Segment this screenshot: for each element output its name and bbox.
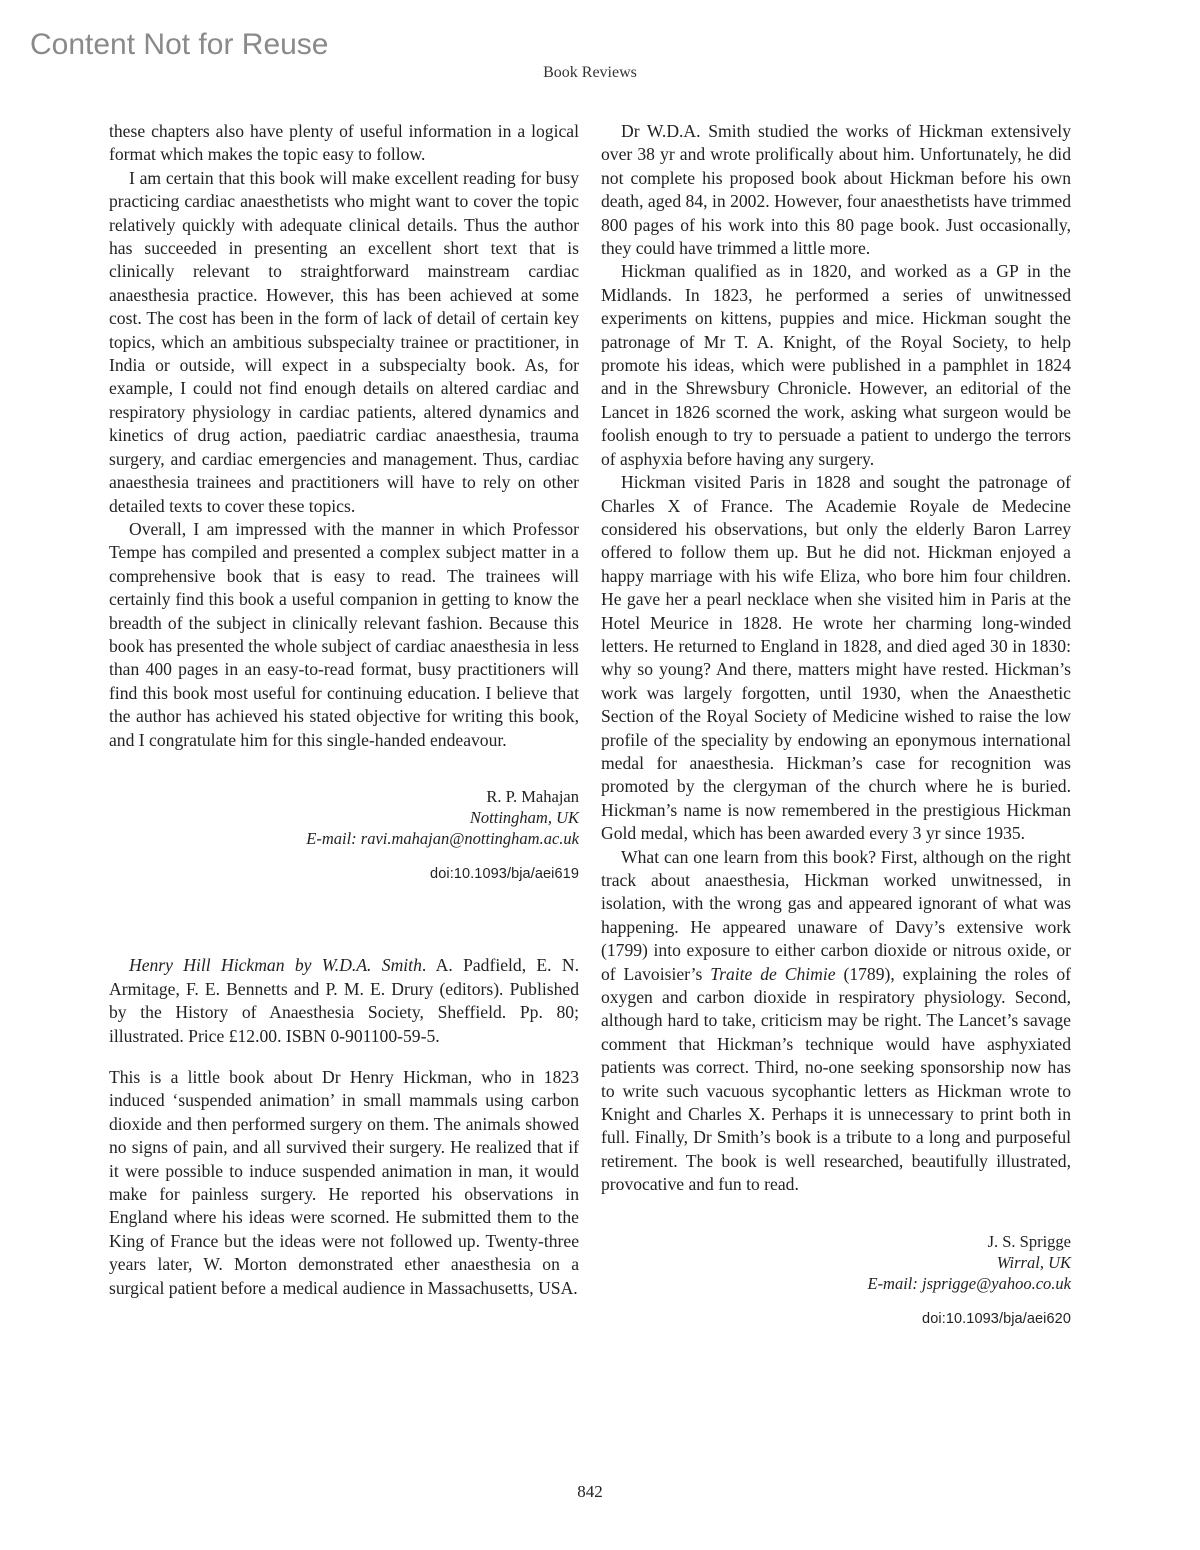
book-title: Henry Hill Hickman by W.D.A. Smith: [129, 955, 422, 976]
review1-paragraph: these chapters also have plenty of useful information in a logical format which makes the topic easy to follow.: [109, 121, 579, 165]
reviewer-place: Wirral, UK: [996, 1252, 1071, 1272]
review2-signature: [601, 1231, 1071, 1294]
reviewer-email: E-mail: jsprigge@yahoo.co.uk: [867, 1273, 1071, 1293]
review1-paragraph: I am certain that this book will make excellent reading for busy practicing cardiac anaesthetists who might want to cover the topic relatively quickly with adequate clinical details. Thus the author has succeeded in presenting an excellent short text that is clinically relevant to straightforward mainstream cardiac anaesthesia practice. However, this has been achieved at some cost. The cost has been in the form of lack of detail of certain key topics, which an ambitious subspecialty trainee or practitioner, in India or outside, will expect in a subspecialty book. As, for example, I could not find enough details on altered cardiac and respiratory physiology in cardiac patients, altered dynamics and kinetics of drug action, paediatric cardiac anaesthesia, trauma surgery, and cardiac emergencies and management. Thus, cardiac anaesthesia trainees and practitioners will have to rely on other detailed texts to cover these topics.: [109, 167, 579, 516]
review2-intro: This is a little book about Dr Henry Hickman, who in 1823 induced ‘suspended animation’ in small mammals using carbon dioxide and then performed surgery on them. The animals showed no signs of pain, and all survived their surgery. He realized that if it were possible to induce suspended animation in man, it would make for painless surgery. He reported his observations in England where his ideas were scorned. He submitted them to the King of France but the ideas were not followed up. Twenty-three years later, W. Morton demonstrated ether anaesthesia on a surgical patient before a medical audience in Massachusetts, USA.: [109, 1067, 579, 1298]
review1-signature: [109, 786, 579, 849]
running-head: Book Reviews: [543, 64, 637, 81]
reviewer-place: Nottingham, UK: [469, 807, 579, 827]
review1-doi: doi:10.1093/bja/aei619: [430, 865, 579, 882]
review2-paragraph: Dr W.D.A. Smith studied the works of Hickman extensively over 38 yr and wrote prolifically about him. Unfortunately, he did not complete his proposed book about Hickman before his own death, aged 84, in 2002. However, four anaesthetists have trimmed 800 pages of his work into this 80 page book. Just occasionally, they could have trimmed a little more.: [601, 121, 1071, 259]
page-number: 842: [577, 1482, 603, 1501]
book-details: . A. Padfield, E. N. Armitage, F. E. Bennetts and P. M. E. Drury (editors). Published by the History of Anaesthesia Society, Sheffield. Pp. 80; illustrated. Price £12.00. ISBN 0-901100-59-5.: [109, 955, 580, 1046]
review2-paragraph: Hickman visited Paris in 1828 and sought the patronage of Charles X of France. The Academie Royale de Medecine considered his observations, but only the elderly Baron Larrey offered to follow them up. But he did not. Hickman enjoyed a happy marriage with his wife Eliza, who bore him four children. He gave her a pearl necklace when she visited him in Paris at the Hotel Meurice in 1828. He wrote her charming long-winded letters. He returned to England in 1828, and died aged 30 in 1830: why so young? And there, matters might have rested. Hickman’s work was largely forgotten, until 1930, when the Anaesthetic Section of the Royal Society of Medicine wished to raise the low profile of the speciality by endowing an eponymous international medal for anaesthesia. Hickman’s case for recognition was promoted by the clergyman of the church where he is buried. Hickman’s name is now remembered in the prestigious Hickman Gold medal, which has been awarded every 3 yr since 1935.: [601, 472, 1071, 844]
final-para-text: What can one learn from this book? First, although on the right track about anaesthesia, Hickman worked unwitnessed, in isolation, with the wrong gas and appeared ignorant of what was happening. He appeared unaware of Davy’s extensive work (1799) into exposure to either carbon dioxide or nitrous oxide, or of Lavoisier’s: [601, 846, 1071, 984]
left-column: [109, 120, 579, 1300]
reviewer-name: R. P. Mahajan: [486, 786, 579, 806]
watermark: Content Not for Reuse: [30, 28, 329, 61]
review2-doi: doi:10.1093/bja/aei620: [922, 1310, 1071, 1327]
review2-final-paragraph: [601, 846, 1071, 1197]
book-citation: [109, 954, 579, 1048]
book-reference-italic: Traite de Chimie: [710, 963, 836, 984]
final-para-text-cont: (1789), explaining the roles of oxygen and carbon dioxide in respiratory physiology. Second, although hard to take, criticism may be right. The Lancet’s savage comment that Hickman’s technique would have asphyxiated patients was correct. Third, no-one seeking sponsorship now has to write such vacuous sycophantic letters as Hickman wrote to Knight and Charles X. Perhaps it is unnecessary to print both in full. Finally, Dr Smith’s book is a tribute to a long and purposeful retirement. The book is well researched, beautifully illustrated, provocative and fun to read.: [601, 963, 1071, 1195]
reviewer-email: E-mail: ravi.mahajan@nottingham.ac.uk: [306, 828, 579, 848]
right-column: [601, 120, 1071, 1331]
reviewer-name: J. S. Sprigge: [987, 1231, 1071, 1251]
review2-paragraph: Hickman qualified as in 1820, and worked as a GP in the Midlands. In 1823, he performed a series of unwitnessed experiments on kittens, puppies and mice. Hickman sought the patronage of Mr T. A. Knight, of the Royal Society, to help promote his ideas, which were published in a pamphlet in 1824 and in the Shrewsbury Chronicle. However, an editorial of the Lancet in 1826 scorned the work, asking what surgeon would be foolish enough to try to persuade a patient to undergo the terrors of asphyxia before having any surgery.: [601, 261, 1071, 469]
review1-paragraph: Overall, I am impressed with the manner in which Professor Tempe has compiled and presented a complex subject matter in a comprehensive book that is easy to read. The trainees will certainly find this book a useful companion in getting to know the breadth of the subject in clinically relevant fashion. Because this book has presented the whole subject of cardiac anaesthesia in less than 400 pages in an easy-to-read format, busy practitioners will find this book most useful for continuing education. I believe that the author has achieved his stated objective for writing this book, and I congratulate him for this single-handed endeavour.: [109, 518, 579, 750]
